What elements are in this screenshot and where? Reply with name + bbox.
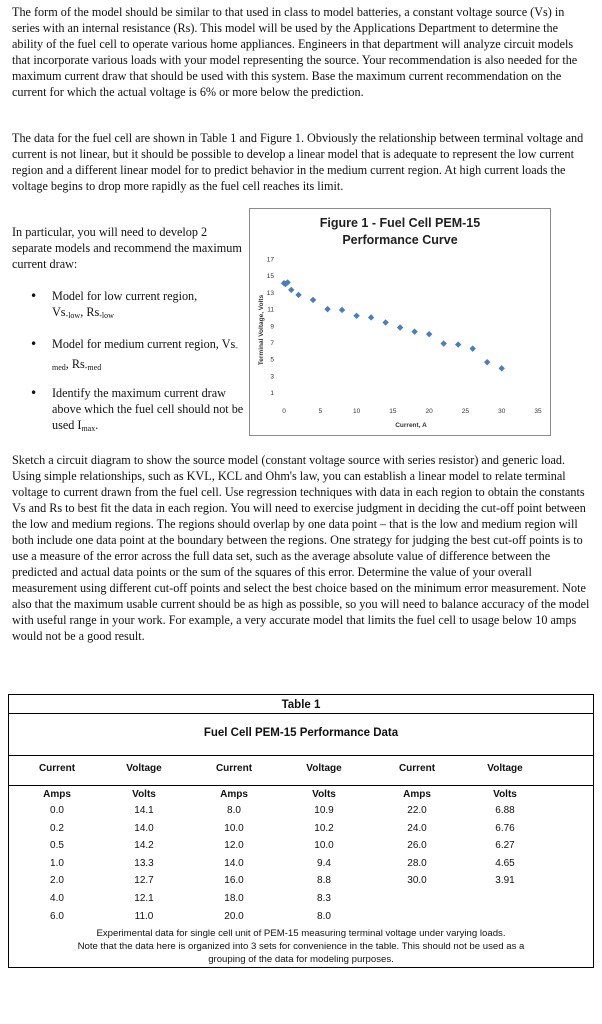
table-unit: Amps	[403, 789, 431, 800]
table-header: Current	[215, 763, 253, 774]
data-point	[339, 307, 345, 313]
figure-1-chart	[249, 208, 551, 436]
table-cell: 0.2	[50, 822, 64, 834]
table-cell: 26.0	[407, 840, 427, 852]
bullet-dot: •	[30, 289, 38, 303]
table-cell: 11.0	[134, 910, 154, 922]
data-point	[288, 287, 294, 293]
bullet-low-model: • Model for low current region, $Vs_{-low}$, $Rs_{-low}$	[30, 289, 198, 320]
y-tick-label: 9	[270, 323, 274, 331]
chart-title	[250, 215, 550, 249]
paragraph-model-form: The form of the model should be similar to that used in class to model batteries, a constant voltage source (Vs) in series with an internal resistance (Rs). This model will be used by the Applications Department to determine the ability of the fuel cell to operate various home appliances. Engineers in that department will analyze circuit models that incorporate various loads with your model representing the source. Your recommendation is also needed for the maximum current draw that should be used with this system. Base the maximum current recommendation on the current for which the actual voltage is 6% or more below the prediction.	[12, 5, 578, 99]
table-cell: 6.27	[495, 840, 515, 852]
symbol-rs: Rs	[86, 305, 100, 319]
table-caption: Experimental data for single cell unit of PEM-15 measuring terminal voltage under varying loads. Note that the data here is organized into 3 sets for convenience in the table. This should not be used as a grouping of the data for modeling purposes.	[77, 928, 525, 965]
table-cell: 10.0	[314, 840, 334, 852]
x-tick-label: 30	[498, 408, 506, 415]
table-cell: 4.0	[50, 893, 64, 904]
table-cell: 20.0	[224, 910, 244, 922]
table-cell: 8.0	[227, 805, 241, 816]
data-point	[440, 340, 446, 346]
table-cell: 8.8	[317, 875, 331, 887]
table-cell: 13.3	[134, 857, 154, 869]
y-tick-label: 1	[270, 390, 274, 398]
table-rule	[9, 755, 593, 756]
table-cell: 0.0	[50, 805, 64, 816]
table-cell: 24.0	[407, 822, 427, 834]
paragraph-instructions: Sketch a circuit diagram to show the source model (constant voltage source with series resistor) and generic load. Using simple relationships, such as KVL, KCL and Ohm's law, you can establish a linear model to relate terminal voltage to current drawn from the fuel cell. Use regression techniques with data in each region to obtain the constants Vs and Rs to best fit the data in each region. You will need to exercise judgment in deciding the cut-off point between the low and medium regions. The regions should overlap by one data point – that is the low and medium region will both include one data point at the boundary between the regions. One strategy for judging the best cut-off points is to use a measure of the error across the full data set, such as the average absolute value of difference between the predicted and actual data points or the sum of the squares of this error. Determine the value of your overall measurement using different cut-off points and select the best choice based on the minimum error measurement. Note also that the maximum usable current should be as high as possible, so you will need to balance accuracy of the model with useful range in your work. For example, a very accurate model that limits the fuel cell to usage below 10 amps would not be a good result.	[12, 453, 590, 643]
y-tick-label: 3	[270, 373, 274, 381]
x-tick-label: 20	[425, 408, 433, 415]
table-cell: 1.0	[50, 857, 64, 869]
intro-text: In particular, you will need to develop 2 separate models and recommend the maximum current draw:	[12, 225, 242, 271]
table-cell: 4.65	[495, 857, 515, 869]
table-cell: 16.0	[224, 875, 244, 887]
y-tick-label: 5	[270, 356, 274, 364]
data-point	[310, 297, 316, 303]
table-header: Voltage	[126, 763, 162, 774]
table-cell: 14.2	[134, 840, 154, 852]
table-cell: 10.9	[314, 805, 334, 816]
data-point	[484, 359, 490, 365]
table-cell: 8.3	[317, 893, 331, 904]
symbol-imax: I	[77, 418, 82, 432]
y-tick-label: 11	[267, 306, 274, 314]
bullet-max-current: • Identify the maximum current draw above which the fuel cell should not be used $I_{max}$.	[30, 386, 244, 433]
data-point	[499, 365, 505, 371]
symbol-rs: Rs	[71, 357, 85, 371]
data-point	[382, 319, 388, 325]
table-1	[8, 694, 594, 968]
table-cell: 3.91	[495, 875, 515, 887]
y-tick-label: 7	[270, 340, 274, 348]
table-cell: 14.1	[134, 805, 154, 816]
table-cell: 8.0	[317, 910, 331, 922]
x-tick-label: 35	[534, 408, 542, 415]
data-point	[295, 292, 301, 298]
table-header: Voltage	[306, 763, 342, 774]
symbol-vs: Vs	[221, 337, 236, 351]
data-point	[455, 341, 461, 347]
table-unit: Volts	[312, 789, 336, 800]
bullet-dot: •	[30, 386, 38, 400]
y-axis-label: Terminal Voltage, Volts	[258, 294, 265, 366]
data-point	[324, 306, 330, 312]
chart-title-line1: Figure 1 - Fuel Cell PEM-15	[319, 216, 481, 230]
table-header: Current	[38, 763, 76, 774]
table-title: Table 1	[281, 699, 321, 711]
table-unit: Volts	[132, 789, 156, 800]
table-cell: 18.0	[224, 893, 244, 904]
table-cell: 0.5	[50, 840, 64, 852]
x-tick-label: 25	[461, 408, 470, 415]
y-tick-label: 17	[266, 256, 274, 264]
table-header: Voltage	[487, 763, 523, 774]
table-cell: 14.0	[134, 822, 154, 834]
table-rule	[9, 713, 593, 714]
table-cell: 9.4	[317, 857, 331, 869]
table-subtitle: Fuel Cell PEM-15 Performance Data	[203, 727, 399, 739]
table-cell: 14.0	[224, 857, 244, 869]
y-tick-label: 15	[266, 273, 274, 281]
table-unit: Volts	[493, 789, 517, 800]
data-point	[469, 345, 475, 351]
table-cell: 12.0	[224, 840, 244, 852]
x-tick-label: 5	[318, 408, 323, 415]
y-tick-label: 13	[266, 289, 274, 297]
table-cell: 12.7	[134, 875, 154, 887]
table-cell: 6.76	[495, 822, 515, 834]
table-cell: 10.2	[314, 822, 334, 834]
table-cell: 30.0	[407, 875, 427, 887]
table-cell: 12.1	[134, 893, 154, 904]
x-axis-label: Current, A	[395, 422, 427, 429]
x-tick-label: 10	[352, 408, 361, 415]
data-point	[353, 313, 359, 319]
table-cell: 22.0	[407, 805, 427, 816]
x-tick-label: 15	[389, 408, 397, 415]
table-cell: 10.0	[224, 822, 244, 834]
symbol-vs: Vs	[52, 305, 66, 319]
bullet-medium-model: • Model for medium current region, $Vs_{-med}$, $Rs_{-med}$	[30, 337, 238, 372]
table-cell: 6.88	[495, 805, 515, 816]
data-point	[368, 314, 374, 320]
table-rule	[9, 785, 593, 786]
data-point	[411, 328, 417, 334]
chart-title-line2: Performance Curve	[342, 233, 458, 247]
table-cell: 6.0	[50, 910, 64, 922]
table-cell: 2.0	[50, 875, 64, 887]
data-point	[426, 331, 432, 337]
table-unit: Amps	[220, 789, 248, 800]
table-header: Current	[398, 763, 436, 774]
table-unit: Amps	[43, 789, 71, 800]
table-cell: 28.0	[407, 857, 427, 869]
paragraph-data-description: The data for the fuel cell are shown in Table 1 and Figure 1. Obviously the relationship between terminal voltage and current is not linear, but it should be possible to develop a linear model that is adequate to represent the low current region and a different linear model for to predict behavior in the medium current region. At high current loads the voltage begins to drop more rapidly as the fuel cell reaches its limit.	[12, 131, 584, 193]
data-point	[397, 324, 403, 330]
x-tick-label: 0	[282, 408, 286, 415]
bullet-dot: •	[30, 337, 38, 351]
